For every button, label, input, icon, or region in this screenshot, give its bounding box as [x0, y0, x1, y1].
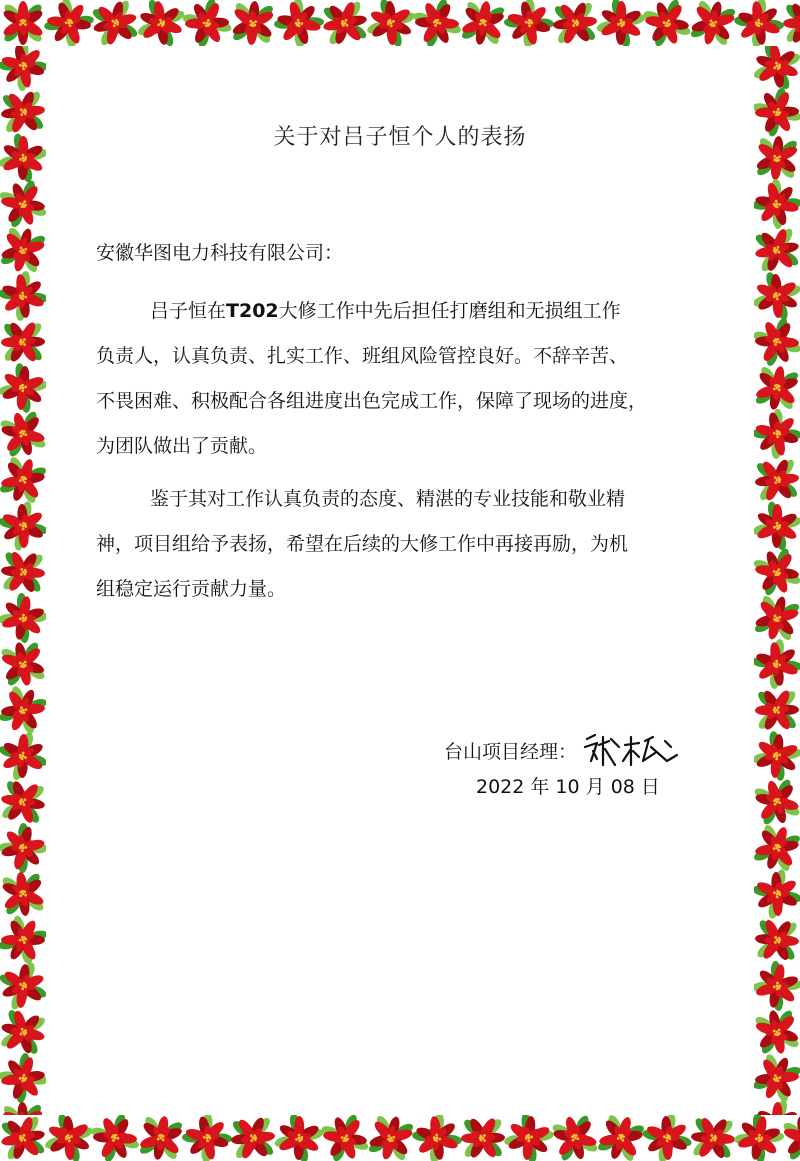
poinsettia-flower-icon [754, 726, 800, 787]
poinsettia-flower-icon [754, 363, 800, 414]
poinsettia-flower-icon [0, 638, 46, 690]
poinsettia-flower-icon [0, 358, 46, 419]
poinsettia-flower-icon [317, 1115, 373, 1161]
paragraph-2-line-1: 鉴于其对工作认真负责的态度、精湛的专业技能和敬业精 [150, 488, 626, 510]
poinsettia-flower-icon [754, 313, 800, 372]
poinsettia-flower-icon [754, 955, 800, 1016]
poinsettia-flower-icon [754, 46, 800, 94]
poinsettia-flower-icon [458, 0, 508, 46]
poinsettia-flower-icon [176, 1115, 238, 1161]
poinsettia-flower-icon [362, 0, 420, 46]
handwritten-signature [581, 731, 681, 769]
poinsettia-flower-icon [0, 1115, 49, 1161]
signoff-label: 台山项目经理： [444, 740, 578, 763]
poinsettia-flower-icon [136, 1115, 186, 1161]
poinsettia-flower-icon [0, 587, 46, 648]
poinsettia-flower-icon [0, 727, 46, 786]
poinsettia-flower-icon [0, 1047, 46, 1108]
poinsettia-flower-icon [754, 1006, 800, 1058]
poinsettia-flower-icon [754, 544, 800, 601]
poinsettia-flower-icon [133, 0, 190, 46]
poinsettia-flower-icon [88, 0, 142, 46]
poinsettia-flower-icon [690, 1115, 737, 1161]
poinsettia-flower-icon [39, 0, 100, 46]
poinsettia-flower-icon [406, 1115, 467, 1161]
poinsettia-flower-icon [0, 817, 46, 879]
poinsettia-flower-icon [1, 1, 44, 45]
poinsettia-flower-icon [0, 496, 46, 556]
poinsettia-flower-icon [461, 1116, 506, 1160]
poinsettia-flower-icon [754, 591, 800, 645]
poinsettia-flower-icon [754, 403, 800, 465]
poinsettia-flower-icon [754, 225, 800, 276]
poinsettia-flower-icon [229, 1115, 277, 1161]
paragraph-2-line-2: 神，项目组给予表扬，希望在后续的大修工作中再接再励，为机 [96, 533, 629, 555]
poinsettia-flower-icon [1, 320, 46, 364]
paragraph-1-line-3: 不畏困难、积极配合各组进度出色完成工作，保障了现场的进度， [96, 390, 648, 412]
paragraph-1-line-1 [150, 296, 621, 323]
poinsettia-flower-icon [499, 1115, 560, 1161]
poinsettia-flower-icon [639, 0, 695, 46]
poinsettia-flower-icon [0, 407, 46, 462]
poinsettia-flower-icon [86, 1115, 144, 1161]
poinsettia-flower-icon [1, 1101, 46, 1115]
poinsettia-flower-icon [177, 0, 237, 46]
poinsettia-flower-icon [591, 0, 651, 46]
poinsettia-flower-icon [754, 1049, 800, 1107]
poinsettia-flower-icon [0, 46, 46, 97]
poinsettia-flower-icon [268, 0, 329, 46]
poinsettia-flower-icon [637, 1115, 697, 1161]
paragraph-1-line-1-suffix: 大修工作中先后担任打磨组和无损组工作 [278, 300, 621, 322]
poinsettia-flower-icon [783, 1, 800, 45]
poinsettia-flower-icon [754, 633, 800, 694]
poinsettia-flower-icon [754, 267, 800, 325]
poinsettia-flower-icon [755, 688, 800, 732]
poinsettia-flower-icon [0, 223, 46, 277]
poinsettia-flower-icon [364, 1115, 417, 1161]
poinsettia-flower-icon [754, 456, 800, 503]
paragraph-1-line-2: 负责人，认真负责、扎实工作、班组风险管控良好。不辞辛苦、 [96, 345, 629, 367]
poinsettia-flower-icon [686, 0, 739, 46]
poinsettia-flower-icon [728, 0, 789, 46]
poinsettia-flower-icon [548, 1115, 602, 1161]
paragraph-1-line-1-prefix: 吕子恒在 [150, 300, 227, 322]
poinsettia-flower-icon [40, 1115, 98, 1161]
letter-date: 2022 年 10 月 08 日 [476, 776, 660, 798]
poinsettia-flower-icon [551, 0, 599, 46]
poinsettia-flower-icon [0, 452, 46, 508]
poinsettia-flower-icon [269, 1115, 329, 1161]
poinsettia-border-bottom [0, 1115, 800, 1161]
poinsettia-flower-icon [0, 1006, 46, 1058]
letter-title: 关于对吕子恒个人的表扬 [273, 125, 527, 150]
poinsettia-flower-icon [754, 820, 800, 876]
poinsettia-flower-icon [230, 0, 277, 46]
paragraph-2-line-3: 组稳定运行贡献力量。 [96, 578, 287, 600]
poinsettia-border-right [754, 46, 800, 1115]
poinsettia-flower-icon [754, 917, 800, 963]
poinsettia-flower-icon [0, 870, 46, 919]
poinsettia-flower-icon [593, 1115, 649, 1161]
poinsettia-flower-icon [0, 681, 46, 739]
poinsettia-flower-icon [0, 777, 46, 826]
paragraph-1-line-4: 为团队做出了贡献。 [96, 435, 268, 457]
poinsettia-flower-icon [728, 1115, 789, 1161]
signoff [444, 730, 681, 770]
poinsettia-border-top [0, 0, 800, 46]
poinsettia-flower-icon [754, 173, 800, 235]
poinsettia-flower-icon [498, 0, 560, 46]
salutation: 安徽华图电力科技有限公司： [96, 242, 344, 264]
poinsettia-border-left [0, 46, 46, 1115]
poinsettia-flower-icon [754, 496, 800, 556]
poinsettia-flower-icon [0, 176, 46, 233]
poinsettia-flower-icon [754, 864, 800, 924]
poinsettia-flower-icon [319, 0, 370, 46]
poinsettia-flower-icon [0, 910, 46, 970]
poinsettia-flower-icon [0, 265, 46, 326]
poinsettia-flower-icon [0, 549, 46, 595]
poinsettia-flower-icon [408, 0, 466, 46]
poinsettia-flower-icon [754, 1095, 800, 1115]
poinsettia-flower-icon [754, 775, 800, 830]
poinsettia-flower-icon [0, 958, 46, 1015]
project-code: T202 [226, 300, 279, 322]
